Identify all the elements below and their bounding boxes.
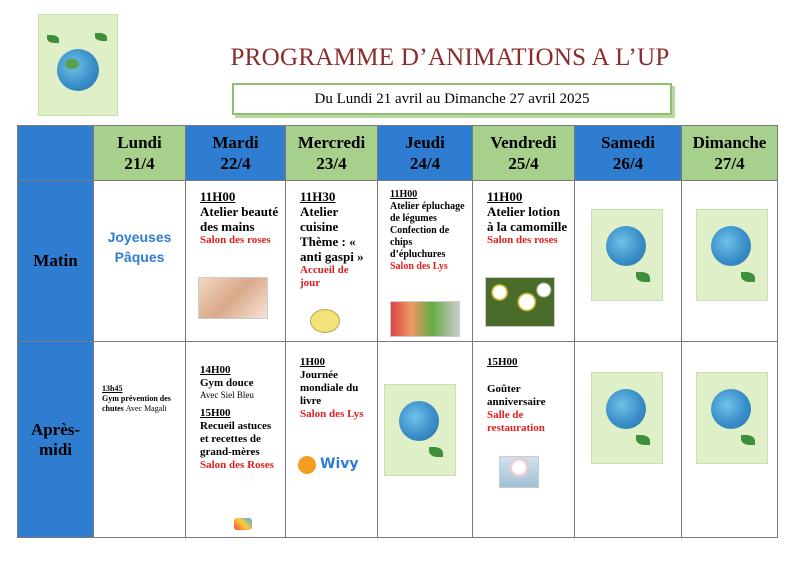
cell-matin-vendredi: 11H00 Atelier lotion à la camomille Salon des roses <box>473 181 575 342</box>
cupcake-photo <box>499 456 539 488</box>
party-popper-icon <box>234 518 252 530</box>
header-corner <box>18 126 94 181</box>
cell-matin-mardi: 11H00 Atelier beauté des mains Salon des roses <box>186 181 286 342</box>
earth-day-icon <box>696 209 768 301</box>
cell-matin-dimanche <box>682 181 778 342</box>
cell-apresmidi-lundi: 13h45 Gym prévention des chutes Avec Magali <box>94 342 186 538</box>
cell-matin-jeudi: 11H00 Atelier épluchage de légumes Confection de chips d’épluchures Salon des Lys <box>378 181 473 342</box>
page-title: PROGRAMME D’ANIMATIONS A L’UP <box>230 44 670 71</box>
cell-apresmidi-mardi: 14H00 Gym douce Avec Siel Bleu 15H00 Recueil astuces et recettes de grand-mères Salon des Roses <box>186 342 286 538</box>
cell-apresmidi-samedi <box>575 342 682 538</box>
cooking-icon <box>310 309 340 333</box>
date-range: Du Lundi 21 avril au Dimanche 27 avril 2025 <box>232 83 672 115</box>
day-header-mardi: Mardi 22/4 <box>186 126 286 181</box>
earth-day-icon <box>696 372 768 464</box>
cell-apresmidi-vendredi: 15H00 Goûter anniversaire Salle de restauration <box>473 342 575 538</box>
cell-apresmidi-mercredi: 1H00 Journée mondiale du livre Salon des Lys Wivy <box>286 342 378 538</box>
schedule-table <box>17 125 778 538</box>
earth-day-icon <box>591 209 663 301</box>
day-header-dimanche: Dimanche 27/4 <box>682 126 778 181</box>
earth-day-logo <box>38 14 118 116</box>
cell-matin-mercredi: 11H30 Atelier cuisine Thème : « anti gaspi » Accueil de jour <box>286 181 378 342</box>
cell-matin-samedi <box>575 181 682 342</box>
cell-apresmidi-jeudi <box>378 342 473 538</box>
vegetables-photo <box>390 301 460 337</box>
day-header-vendredi: Vendredi 25/4 <box>473 126 575 181</box>
day-header-samedi: Samedi 26/4 <box>575 126 682 181</box>
wivy-logo-icon: Wivy <box>298 452 364 480</box>
chamomile-photo <box>485 277 555 327</box>
day-header-jeudi: Jeudi 24/4 <box>378 126 473 181</box>
earth-day-icon <box>384 384 456 476</box>
day-header-mercredi: Mercredi 23/4 <box>286 126 378 181</box>
day-header-lundi: Lundi 21/4 <box>94 126 186 181</box>
row-label-apresmidi: Après-midi <box>18 342 94 538</box>
cell-matin-lundi: Joyeuses Pâques <box>94 181 186 342</box>
row-label-matin: Matin <box>18 181 94 342</box>
hands-photo <box>198 277 268 319</box>
earth-day-icon <box>591 372 663 464</box>
cell-apresmidi-dimanche <box>682 342 778 538</box>
